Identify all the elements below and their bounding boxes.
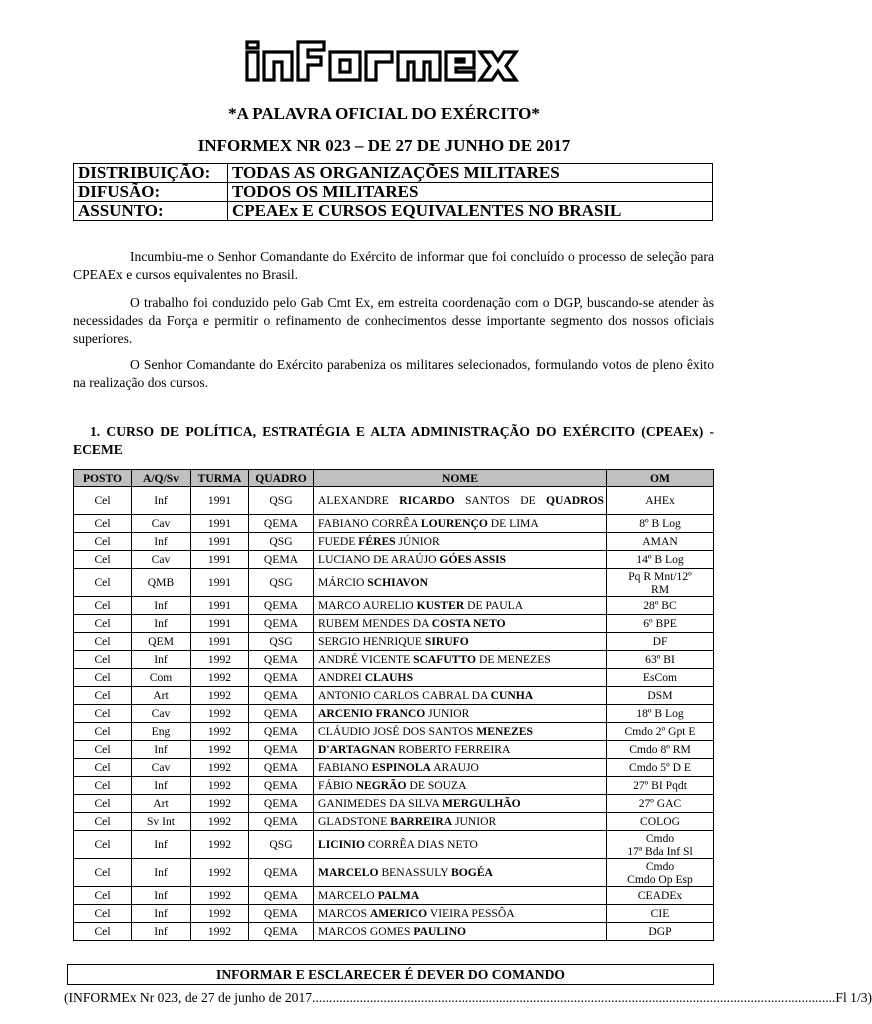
paragraph: O Senhor Comandante do Exército parabeniza os militares selecionados, formulando votos de pleno êxito na realização dos cursos. (73, 357, 714, 390)
table-row (74, 777, 714, 795)
cell-nome: SERGIO HENRIQUE SIRUFO (314, 633, 607, 651)
section-title: 1. CURSO DE POLÍTICA, ESTRATÉGIA E ALTA ADMINISTRAÇÃO DO EXÉRCITO (CPEAEx) - ECEME (73, 424, 714, 457)
cell-aqsv: Inf (132, 533, 191, 551)
cell-aqsv: Cav (132, 515, 191, 533)
cell-om: 27º BI Pqdt (607, 777, 714, 795)
cell-aqsv: Cav (132, 759, 191, 777)
cell-turma: 1992 (191, 723, 249, 741)
cell-aqsv: Inf (132, 615, 191, 633)
paragraph: O trabalho foi conduzido pelo Gab Cmt Ex, em estreita coordenação com o DGP, buscando-se atender às necessidades da Força e permitir o refinamento de conhecimentos desse importante segmento dos nossos oficiais superiores. (73, 295, 714, 346)
table-body (74, 487, 714, 941)
cell-posto: Cel (74, 533, 132, 551)
col-header-aqsv: A/Q/Sv (132, 470, 191, 487)
cell-om: Cmdo 2º Gpt E (607, 723, 714, 741)
cell-aqsv: Com (132, 669, 191, 687)
cell-turma: 1992 (191, 741, 249, 759)
table-row (74, 651, 714, 669)
cell-posto: Cel (74, 923, 132, 941)
cell-aqsv: QMB (132, 569, 191, 597)
cell-quadro: QEMA (249, 859, 314, 887)
cell-aqsv: Inf (132, 487, 191, 515)
cell-turma: 1992 (191, 687, 249, 705)
cell-nome: MARCOS AMERICO VIEIRA PESSÔA (314, 905, 607, 923)
cell-turma: 1992 (191, 831, 249, 859)
cell-om: 18º B Log (607, 705, 714, 723)
table-row (74, 923, 714, 941)
col-header-turma: TURMA (191, 470, 249, 487)
cell-om: DSM (607, 687, 714, 705)
cell-quadro: QEMA (249, 905, 314, 923)
cell-turma: 1991 (191, 569, 249, 597)
cell-quadro: QSG (249, 487, 314, 515)
cell-quadro: QEMA (249, 813, 314, 831)
cell-quadro: QSG (249, 533, 314, 551)
cell-quadro: QEMA (249, 687, 314, 705)
cell-om: Cmdo Cmdo Op Esp (607, 859, 714, 887)
cell-quadro: QEMA (249, 759, 314, 777)
meta-row (74, 183, 713, 202)
table-row (74, 551, 714, 569)
col-header-posto: POSTO (74, 470, 132, 487)
cell-turma: 1992 (191, 759, 249, 777)
table-row (74, 813, 714, 831)
footer-ref-left: (INFORMEx Nr 023, de 27 de junho de 2017 (64, 990, 313, 1005)
cell-quadro: QEMA (249, 741, 314, 759)
cell-aqsv: Cav (132, 551, 191, 569)
meta-key: DISTRIBUIÇÃO: (74, 164, 228, 183)
header-line-1: *A PALAVRA OFICIAL DO EXÉRCITO* (228, 104, 540, 123)
cell-nome: GLADSTONE BARREIRA JUNIOR (314, 813, 607, 831)
cell-posto: Cel (74, 551, 132, 569)
cell-nome: GANIMEDES DA SILVA MERGULHÃO (314, 795, 607, 813)
cell-quadro: QEMA (249, 515, 314, 533)
selected-officers-table (73, 469, 714, 941)
cell-aqsv: Inf (132, 905, 191, 923)
cell-aqsv: Inf (132, 741, 191, 759)
cell-turma: 1992 (191, 651, 249, 669)
meta-key: ASSUNTO: (74, 202, 228, 221)
cell-quadro: QEMA (249, 723, 314, 741)
table-row (74, 533, 714, 551)
cell-posto: Cel (74, 777, 132, 795)
cell-aqsv: Inf (132, 831, 191, 859)
table-row (74, 859, 714, 887)
cell-aqsv: Cav (132, 705, 191, 723)
cell-quadro: QEMA (249, 615, 314, 633)
table-row (74, 831, 714, 859)
cell-turma: 1991 (191, 487, 249, 515)
cell-om: 8º B Log (607, 515, 714, 533)
cell-om: 27º GAC (607, 795, 714, 813)
meta-row (74, 202, 713, 221)
meta-value: TODAS AS ORGANIZAÇÕES MILITARES (228, 164, 713, 183)
cell-quadro: QEMA (249, 887, 314, 905)
cell-posto: Cel (74, 687, 132, 705)
col-header-nome: NOME (314, 470, 607, 487)
cell-nome: LUCIANO DE ARAÚJO GÓES ASSIS (314, 551, 607, 569)
table-row (74, 723, 714, 741)
cell-posto: Cel (74, 597, 132, 615)
cell-quadro: QEMA (249, 551, 314, 569)
cell-nome: ARCENIO FRANCO JUNIOR (314, 705, 607, 723)
cell-om: CEADEx (607, 887, 714, 905)
distribution-table (73, 163, 713, 221)
cell-posto: Cel (74, 615, 132, 633)
cell-aqsv: Inf (132, 777, 191, 795)
cell-quadro: QEMA (249, 795, 314, 813)
table-row (74, 669, 714, 687)
cell-nome: ANTONIO CARLOS CABRAL DA CUNHA (314, 687, 607, 705)
cell-aqsv: QEM (132, 633, 191, 651)
cell-turma: 1992 (191, 705, 249, 723)
cell-quadro: QSG (249, 831, 314, 859)
cell-turma: 1991 (191, 615, 249, 633)
cell-quadro: QEMA (249, 923, 314, 941)
cell-aqsv: Inf (132, 597, 191, 615)
cell-aqsv: Sv Int (132, 813, 191, 831)
footer-motto: INFORMAR E ESCLARECER É DEVER DO COMANDO (67, 964, 714, 985)
cell-turma: 1991 (191, 551, 249, 569)
cell-posto: Cel (74, 859, 132, 887)
informex-logo-graphic (244, 38, 524, 84)
cell-turma: 1991 (191, 633, 249, 651)
cell-turma: 1992 (191, 887, 249, 905)
table-row (74, 759, 714, 777)
cell-posto: Cel (74, 633, 132, 651)
cell-posto: Cel (74, 741, 132, 759)
cell-turma: 1992 (191, 923, 249, 941)
table-row (74, 795, 714, 813)
cell-turma: 1992 (191, 669, 249, 687)
cell-quadro: QSG (249, 633, 314, 651)
meta-key: DIFUSÃO: (74, 183, 228, 202)
cell-om: Cmdo 5º D E (607, 759, 714, 777)
cell-quadro: QEMA (249, 651, 314, 669)
cell-nome: MARCOS GOMES PAULINO (314, 923, 607, 941)
cell-om: COLOG (607, 813, 714, 831)
cell-om: AMAN (607, 533, 714, 551)
cell-nome: ALEXANDRE RICARDO SANTOS DE QUADROS (314, 487, 607, 515)
cell-posto: Cel (74, 487, 132, 515)
cell-om: 28º BC (607, 597, 714, 615)
table-header-row (74, 470, 714, 487)
cell-om: 63º BI (607, 651, 714, 669)
meta-row (74, 164, 713, 183)
cell-turma: 1992 (191, 905, 249, 923)
cell-posto: Cel (74, 723, 132, 741)
cell-nome: MARCO AURELIO KUSTER DE PAULA (314, 597, 607, 615)
cell-om: EsCom (607, 669, 714, 687)
cell-posto: Cel (74, 813, 132, 831)
cell-posto: Cel (74, 651, 132, 669)
table-row (74, 569, 714, 597)
table-row (74, 905, 714, 923)
cell-turma: 1992 (191, 795, 249, 813)
cell-aqsv: Inf (132, 923, 191, 941)
col-header-om: OM (607, 470, 714, 487)
cell-om: CIE (607, 905, 714, 923)
cell-om: DGP (607, 923, 714, 941)
cell-aqsv: Art (132, 795, 191, 813)
table-row (74, 633, 714, 651)
table-row (74, 487, 714, 515)
cell-quadro: QEMA (249, 597, 314, 615)
dot-leader: .......................................................................................................................................................... (312, 990, 836, 1005)
table-row (74, 741, 714, 759)
cell-aqsv: Eng (132, 723, 191, 741)
footer-ref-right: Fl 1/3) (835, 990, 872, 1005)
table-row (74, 515, 714, 533)
cell-posto: Cel (74, 669, 132, 687)
cell-posto: Cel (74, 795, 132, 813)
cell-nome: FÁBIO NEGRÃO DE SOUZA (314, 777, 607, 795)
cell-quadro: QEMA (249, 669, 314, 687)
cell-nome: MARCELO PALMA (314, 887, 607, 905)
cell-posto: Cel (74, 515, 132, 533)
cell-aqsv: Inf (132, 859, 191, 887)
cell-om: Cmdo 8º RM (607, 741, 714, 759)
cell-aqsv: Inf (132, 887, 191, 905)
cell-turma: 1992 (191, 859, 249, 887)
paragraph: Incumbiu-me o Senhor Comandante do Exército de informar que foi concluído o processo de seleção para CPEAEx e cursos equivalentes no Brasil. (73, 249, 714, 282)
cell-turma: 1992 (191, 777, 249, 795)
footer-reference (64, 990, 872, 1006)
meta-value: TODOS OS MILITARES (228, 183, 713, 202)
cell-nome: FUEDE FÉRES JÚNIOR (314, 533, 607, 551)
cell-turma: 1992 (191, 813, 249, 831)
cell-quadro: QSG (249, 569, 314, 597)
table-row (74, 687, 714, 705)
cell-om: AHEx (607, 487, 714, 515)
cell-posto: Cel (74, 831, 132, 859)
cell-turma: 1991 (191, 515, 249, 533)
cell-posto: Cel (74, 705, 132, 723)
cell-posto: Cel (74, 569, 132, 597)
cell-nome: D'ARTAGNAN ROBERTO FERREIRA (314, 741, 607, 759)
cell-turma: 1991 (191, 597, 249, 615)
cell-nome: CLÁUDIO JOSÉ DOS SANTOS MENEZES (314, 723, 607, 741)
cell-posto: Cel (74, 759, 132, 777)
meta-value: CPEAEx E CURSOS EQUIVALENTES NO BRASIL (228, 202, 713, 221)
cell-nome: MÁRCIO SCHIAVON (314, 569, 607, 597)
cell-nome: ANDREI CLAUHS (314, 669, 607, 687)
cell-om: Cmdo 17ª Bda Inf Sl (607, 831, 714, 859)
cell-nome: FABIANO ESPINOLA ARAUJO (314, 759, 607, 777)
cell-om: DF (607, 633, 714, 651)
table-row (74, 887, 714, 905)
cell-turma: 1991 (191, 533, 249, 551)
cell-om: 14º B Log (607, 551, 714, 569)
header-line-2: INFORMEX NR 023 – DE 27 DE JUNHO DE 2017 (197, 136, 571, 155)
table-row (74, 597, 714, 615)
table-row (74, 615, 714, 633)
cell-nome: MARCELO BENASSULY BOGÉA (314, 859, 607, 887)
col-header-quadro: QUADRO (249, 470, 314, 487)
cell-quadro: QEMA (249, 705, 314, 723)
cell-aqsv: Art (132, 687, 191, 705)
cell-posto: Cel (74, 887, 132, 905)
informex-logo (0, 38, 768, 84)
cell-nome: LICINIO CORRÊA DIAS NETO (314, 831, 607, 859)
cell-om: 6º BPE (607, 615, 714, 633)
cell-nome: FABIANO CORRÊA LOURENÇO DE LIMA (314, 515, 607, 533)
table-row (74, 705, 714, 723)
cell-posto: Cel (74, 905, 132, 923)
cell-om: Pq R Mnt/12º RM (607, 569, 714, 597)
cell-quadro: QEMA (249, 777, 314, 795)
cell-nome: ANDRÉ VICENTE SCAFUTTO DE MENEZES (314, 651, 607, 669)
cell-aqsv: Inf (132, 651, 191, 669)
cell-nome: RUBEM MENDES DA COSTA NETO (314, 615, 607, 633)
